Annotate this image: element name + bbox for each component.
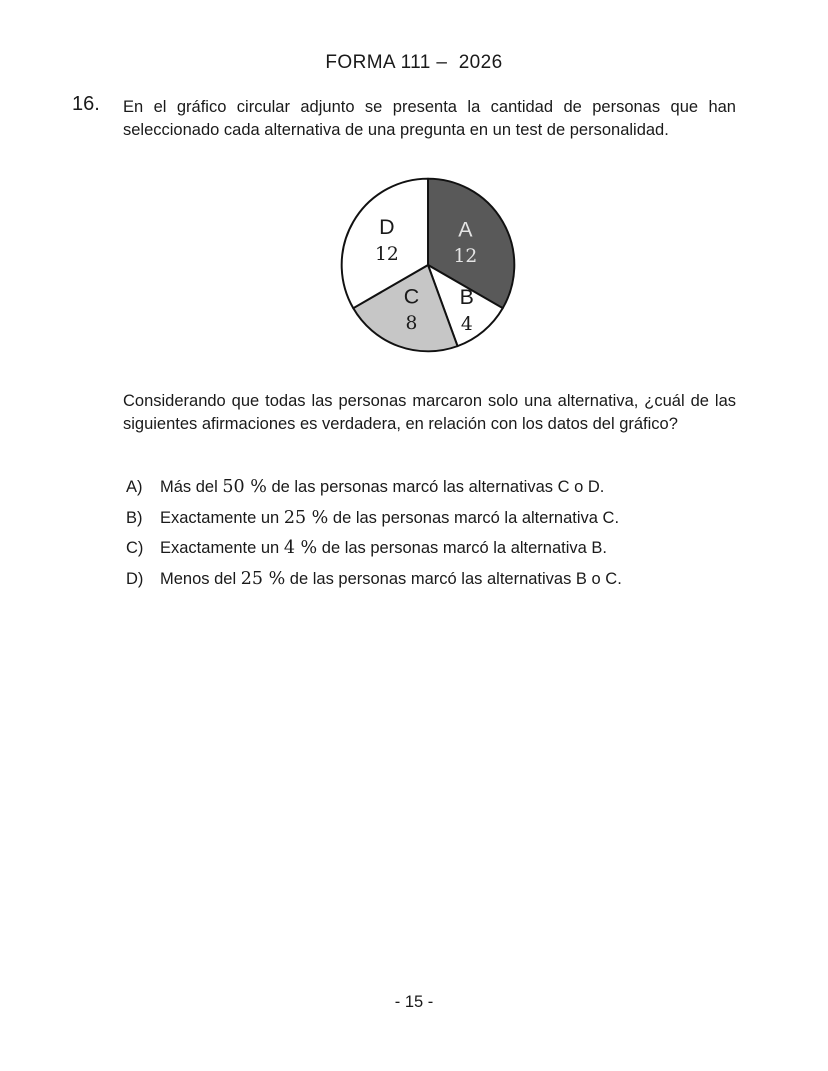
option-c-value: 4 %: [283, 538, 318, 558]
question-number: 16.: [72, 93, 100, 115]
option-b-value: 25 %: [283, 507, 329, 528]
pie-slice-label-b: B 4: [459, 285, 474, 335]
option-b-post: de las personas marcó la alternativa C.: [332, 508, 620, 527]
option-letter-c: C): [126, 539, 144, 557]
option-a-pre: Más del: [160, 478, 218, 496]
option-c-post: de las personas marcó la alternativa B.: [321, 539, 607, 557]
page-number: - 15 -: [394, 993, 434, 1011]
option-text-c: [160, 538, 766, 559]
pie-slice-label-a: A 12: [453, 217, 478, 268]
pie-chart-container: [339, 176, 517, 354]
option-text-b: [160, 508, 766, 529]
option-b-pre: Exactamente un: [160, 508, 280, 527]
option-row-c: [126, 538, 766, 559]
option-d-pre: Menos del: [160, 569, 237, 588]
option-d-post: de las personas marcó las alternativas B o C.: [289, 569, 622, 588]
option-c-pre: Exactamente un: [160, 539, 280, 557]
option-letter-d: D): [126, 569, 144, 588]
pie-slice-label-c: C 8: [403, 284, 420, 335]
option-text-a: [160, 477, 766, 498]
option-a-value: 50 %: [222, 477, 267, 497]
option-row-b: [126, 508, 766, 529]
answer-options-list: [126, 477, 766, 599]
pie-slice-label-d: D 12: [374, 215, 399, 265]
option-d-value: 25 %: [240, 568, 286, 589]
option-letter-a: A): [126, 478, 143, 496]
option-row-d: [126, 569, 766, 590]
form-title: FORMA 111 – 2026: [325, 52, 503, 73]
question-intro-text: En el gráfico circular adjunto se presenta la cantidad de personas que han seleccionado cada alternativa de una pregunta en un test de personalidad.: [123, 98, 736, 139]
question-prompt-text: Considerando que todas las personas marcaron solo una alternativa, ¿cuál de las siguientes afirmaciones es verdadera, en relación con los datos del gráfico?: [123, 392, 736, 433]
option-a-post: de las personas marcó las alternativas C o D.: [271, 478, 605, 496]
pie-chart: [339, 176, 517, 354]
option-row-a: [126, 477, 766, 498]
option-letter-b: B): [126, 508, 143, 527]
option-text-d: [160, 569, 766, 590]
